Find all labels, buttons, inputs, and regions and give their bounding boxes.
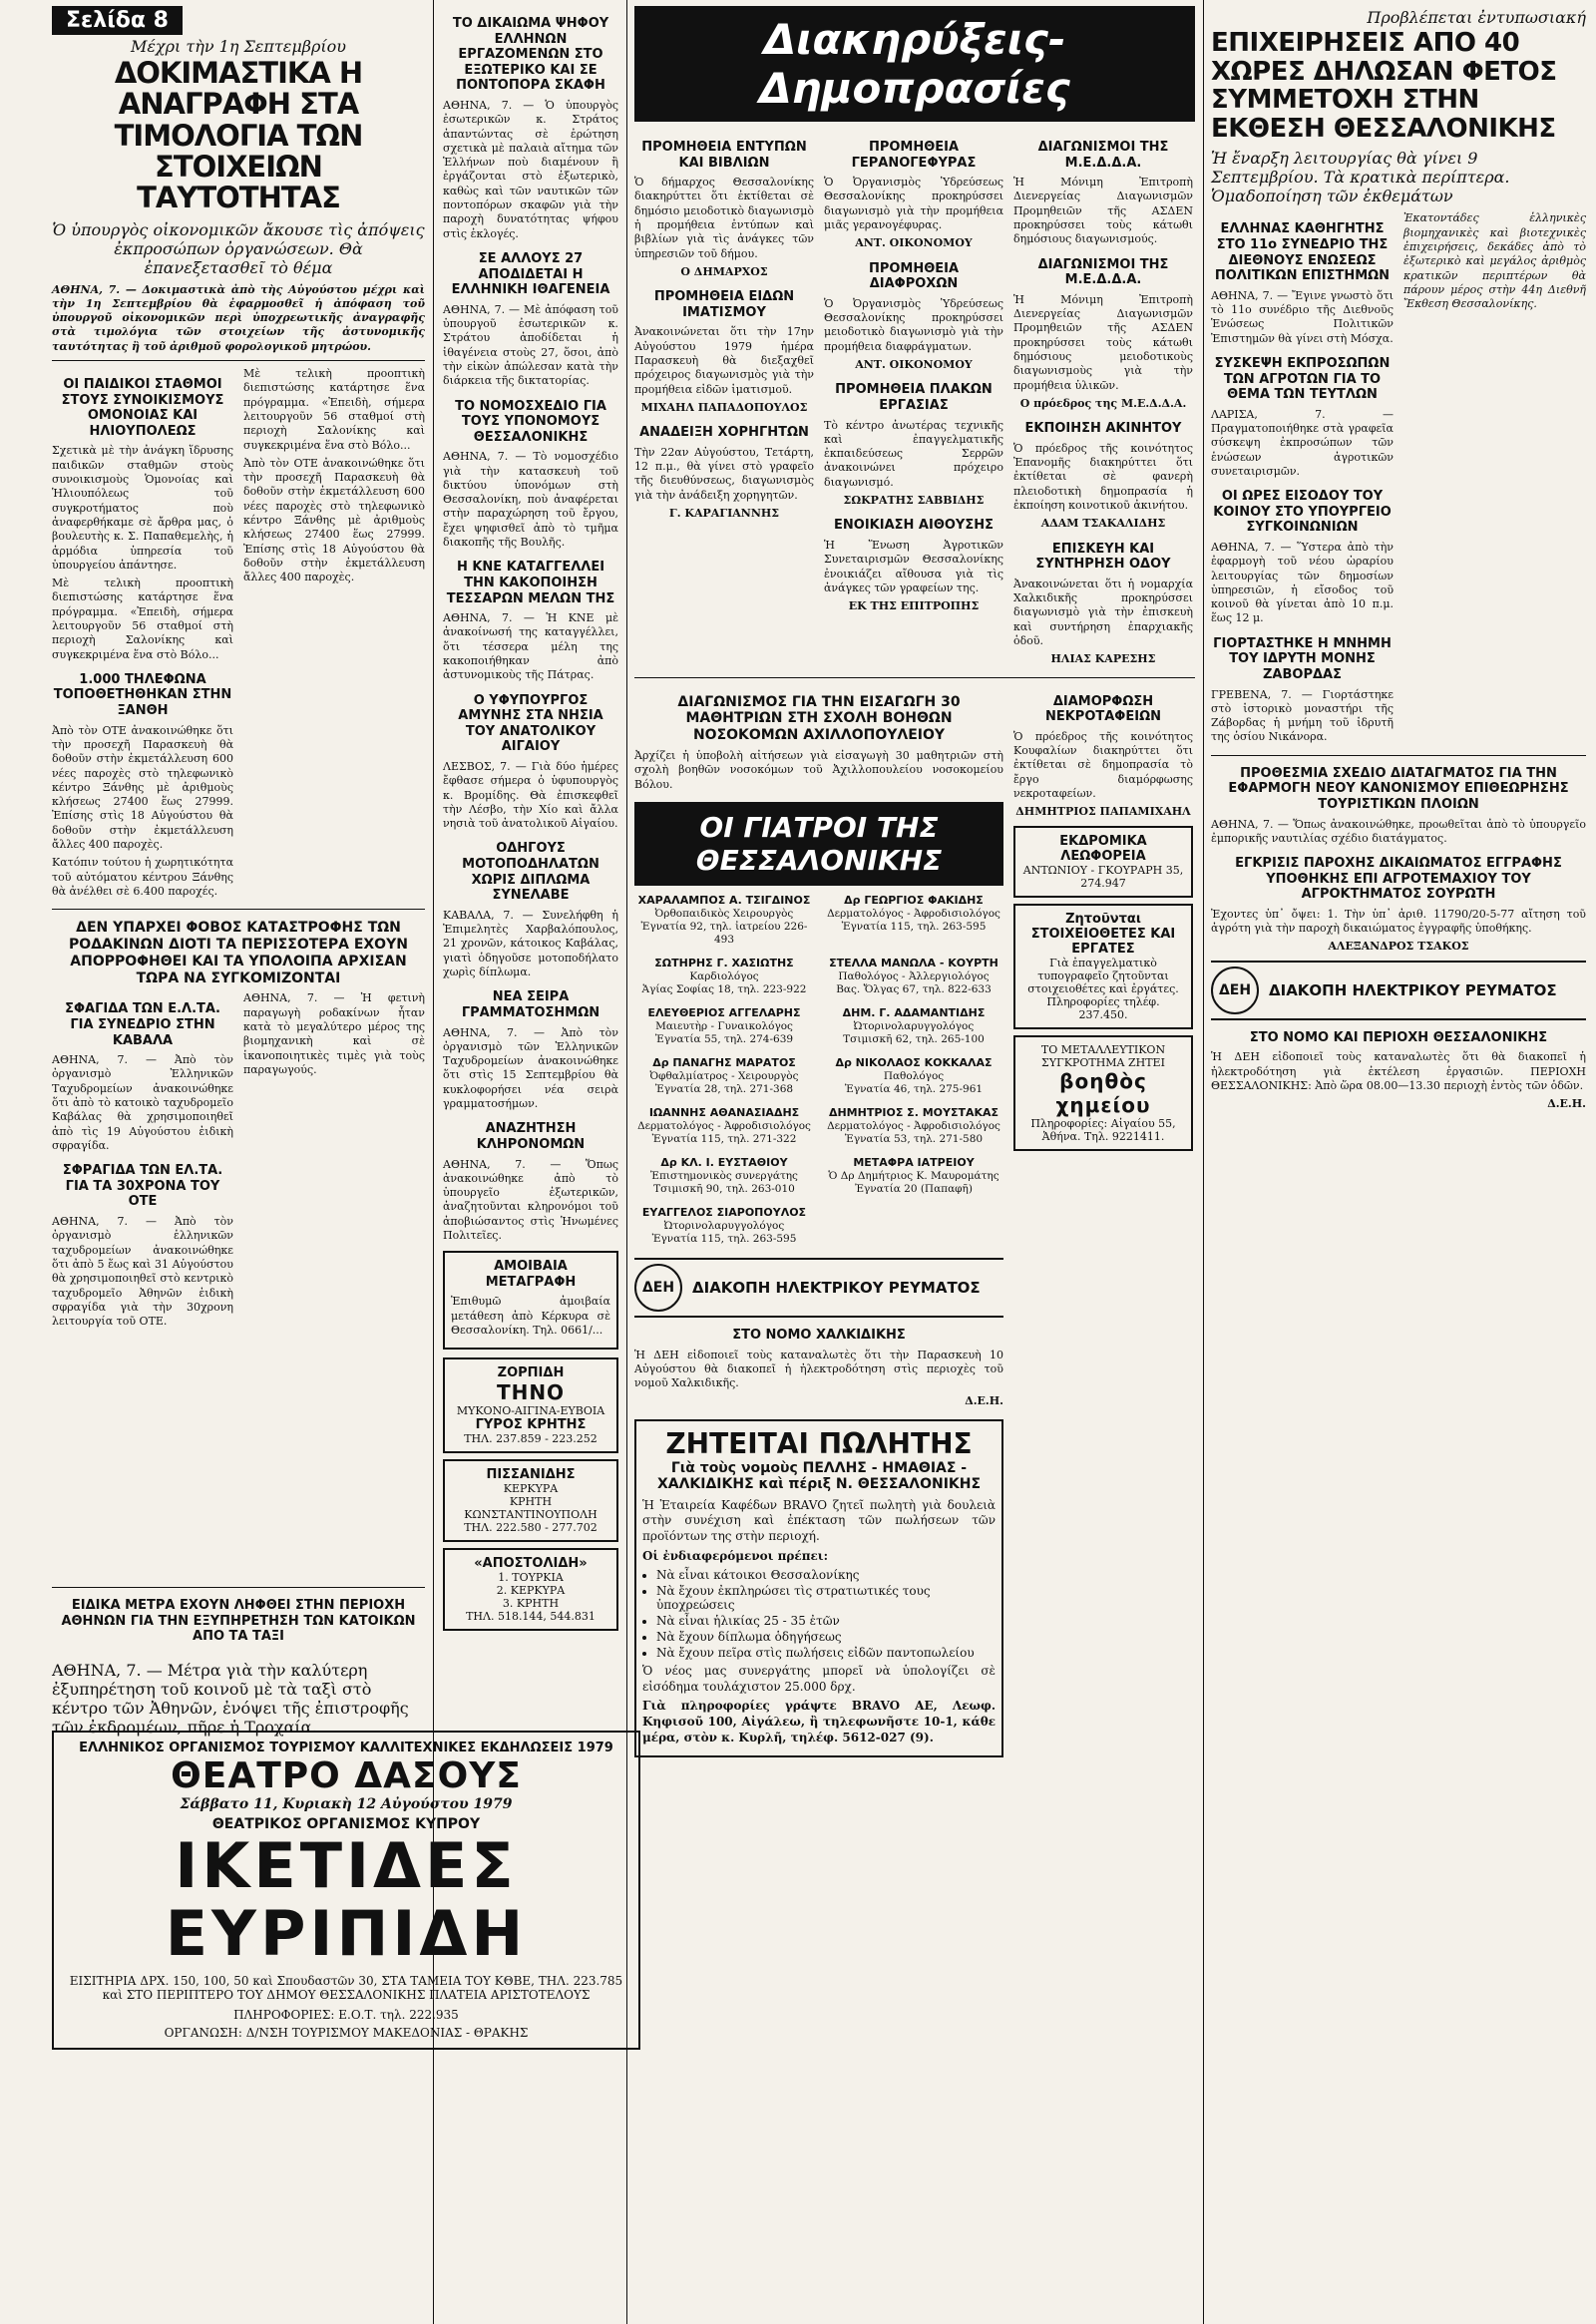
ad-dates: Σάββατο 11, Κυριακὴ 12 Αὐγούστου 1979 <box>180 1796 513 1812</box>
ferry-company: ΖΟΡΠΙΔΗ <box>497 1365 565 1381</box>
doctor-name: ΣΩΤΗΡΗΣ Γ. ΧΑΣΙΩΤΗΣ <box>654 956 794 969</box>
divider <box>52 909 425 910</box>
doctor-name: ΜΕΤΑΦΡΑ ΙΑΤΡΕΙΟΥ <box>853 1155 975 1169</box>
power-outage-header <box>634 1258 1003 1318</box>
doctor-specialty: Ἐπιστημονικὸς συνεργάτης <box>650 1169 798 1182</box>
seller-requirement: • Νὰ ἔχουν ἐκπληρώσει τὶς στρατιωτικές τους ὑποχρεώσεις <box>656 1584 996 1612</box>
doctor-specialty: Ὁ Δρ Δημήτριος Κ. Μαυρομάτης <box>828 1169 999 1182</box>
workers-ad-title: Ζητοῦνται ΣΤΟΙΧΕΙΟΘΕΤΕΣ ΚΑΙ ΕΡΓΑΤΕΣ <box>1030 911 1176 957</box>
doctor-listing <box>634 1006 814 1046</box>
doctor-name: ΧΑΡΑΛΑΜΠΟΣ Α. ΤΣΙΓΔΙΝΟΣ <box>637 893 811 907</box>
doctor-address: Ἐγνατία 115, τηλ. 271-322 <box>651 1132 797 1145</box>
doctor-address: Ἐγνατία 92, τηλ. ἰατρείου 226-493 <box>640 920 808 946</box>
article-paragraph: ΑΘΗΝΑ, 7. — Ὁ ὑπουργὸς ἐσωτερικῶν κ. Στράτος ἀπαντώντας σὲ ἐρώτηση σχετικὰ μὲ παλαιὰ αἴτημα τῶν Ἑλλήνων ποὺ διαμένουν ἢ ἐργάζονται στὸ ἐξωτερικὸ, καθὼς καὶ τῶν ναυτικῶν τῶν ποντοπόρων σκαφῶν γιὰ τὴν παροχὴ δυνατότητας ψήφου στὶς ἐκλογές. <box>443 98 618 240</box>
article-paragraph: Κατόπιν τούτου ἡ χωρητικότητα τοῦ αὐτόματου κέντρου Ξάνθης θὰ ἀνέλθει σὲ 6.400 παροχές. <box>52 856 233 898</box>
article-paragraph: ΑΘΗΝΑ, 7. — Ὅπως ἀνακοινώθηκε, προωθεῖται ἀπὸ τὸ ὑπουργεῖο ἐμπορικῆς ναυτιλίας σχέδιο διατάγματος. <box>1211 817 1586 845</box>
article-paragraph: ΑΘΗΝΑ, 7. — Τὸ νομοσχέδιο γιὰ τὴν κατασκευὴ τοῦ δικτύου ὑπονόμων στὴ Θεσσαλονίκη, ποὺ ἀναφέρεται στὴν παραχώρηση τοῦ ἔργου, ἔχει ψηφισθεῖ ἀπὸ τὸ τμῆμα διακοπῆς τῆς Βουλῆς. <box>443 450 618 550</box>
doctor-listing <box>824 894 1003 947</box>
ad-venue: ΘΕΑΤΡΟ ΔΑΣΟΥΣ <box>171 1755 522 1796</box>
section-headline: ΔΙΑΜΟΡΦΩΣΗ ΝΕΚΡΟΤΑΦΕΙΩΝ <box>1044 693 1162 725</box>
seller-req-head: Οἱ ἐνδιαφερόμενοι πρέπει: <box>642 1548 829 1563</box>
tender-title: ΠΡΟΜΗΘΕΙΑ ΓΕΡΑΝΟΓΕΦΥΡΑΣ <box>851 140 977 171</box>
doctor-specialty: Ὠτορινολαρυγγολόγος <box>853 1019 975 1032</box>
doctor-specialty: Δερματολόγος - Ἀφροδισιολόγος <box>827 907 1000 920</box>
article-paragraph: Ἀπὸ τὸν ΟΤΕ ἀνακοινώθηκε ὅτι τὴν προσεχῆ Παρασκευὴ θὰ δοθοῦν στὴν ἐκμετάλλευση 600 νέες παροχὲς στὸ τηλεφωνικὸ κέντρο Ξάνθης μὲ ἀριθμοὺς κλήσεως 27400 ἕως 27999. Ἐπίσης στὶς 18 Αὐγούστου θὰ δοθοῦν στὴν ἐκμετάλλευση ἄλλες 400 παροχὲς. <box>52 723 233 852</box>
article-paragraph: Ἀρχίζει ἡ ὑποβολὴ αἰτήσεων γιὰ εἰσαγωγὴ 30 μαθητριῶν στὴ σχολὴ βοηθῶν νοσοκόμων τοῦ Ἀχιλλοπουλείου νοσοκομείου Βόλου. <box>634 748 1003 791</box>
doctor-address: Ἐγνατία 115, τηλ. 263-595 <box>651 1232 797 1245</box>
classified-body: Ἐπιθυμῶ ἀμοιβαία μετάθεση ἀπὸ Κέρκυρα σὲ Θεσσαλονίκη. Τηλ. 0661/... <box>451 1295 610 1338</box>
doctor-address: Ἁγίας Σοφίας 18, τηλ. 223-922 <box>641 982 807 995</box>
section-headline: ΣΦΡΑΓΙΔΑ ΤΩΝ ΕΛ.ΤΑ. ΓΙΑ ΤΑ 30ΧΡΟΝΑ ΤΟΥ ΟΤΕ <box>62 1163 223 1210</box>
article-paragraph: ΑΘΗΝΑ, 7. — Ἔγινε γνωστὸ ὅτι τὸ 11ο συνέδριο τῆς Διεθνοῦς Ἑνώσεως Πολιτικῶν Ἐπιστημῶν θὰ γίνει στὴ Μόσχα. <box>1211 288 1394 345</box>
section-headline: ΠΡΟΘΕΣΜΙΑ ΣΧΕΔΙΟ ΔΙΑΤΑΓΜΑΤΟΣ ΓΙΑ ΤΗΝ ΕΦΑΡΜΟΓΗ ΝΕΟΥ ΚΑΝΟΝΙΣΜΟΥ ΕΠΙΘΕΩΡΗΣΗΣ ΤΟΥΡΙΣΤΙΚΩΝ ΠΛΟΙΩΝ <box>1228 765 1569 812</box>
article-paragraph: Μὲ τελικὴ προοπτικὴ διεπιστώσης κατάρτησε ἕνα πρόγραμμα. «Ἐπειδὴ, σήμερα λειτουργοῦν 56 σταθμοί στὴ περιοχὴ Σαλονίκης καὶ συγκεκριμένα ἕνα στὸ Βόλο... <box>243 367 425 452</box>
article-paragraph: ΑΘΗΝΑ, 7. — Ὕστερα ἀπὸ τὴν ἐφαρμογὴ τοῦ νέου ὡραρίου λειτουργίας τῶν δημοσίων ὑπηρεσιῶν, ἡ εἴσοδος τοῦ κοινοῦ θὰ γίνεται ἀπὸ 10 π.μ. ἕως 12 μ. <box>1211 540 1394 625</box>
power-outage-region: ΣΤΟ ΝΟΜΟ ΧΑΛΚΙΔΙΚΗΣ <box>732 1327 906 1343</box>
ad-play-title: ΙΚΕΤΙΔΕΣ <box>175 1829 518 1902</box>
section-headline: ΕΛΛΗΝΑΣ ΚΑΘΗΓΗΤΗΣ ΣΤΟ 11ο ΣΥΝΕΔΡΙΟ ΤΗΣ ΔΙΕΘΝΟΥΣ ΕΝΩΣΕΩΣ ΠΟΛΙΤΙΚΩΝ ΕΠΙΣΤΗΜΩΝ <box>1214 221 1391 284</box>
section-headline: ΑΝΑΖΗΤΗΣΗ ΚΛΗΡΟΝΟΜΩΝ <box>476 1121 586 1152</box>
column-2 <box>443 6 618 1637</box>
workers-wanted-ad <box>1013 904 1193 1029</box>
section-headline: Ο ΥΦΥΠΟΥΡΓΟΣ ΑΜΥΝΗΣ ΣΤΑ ΝΗΣΙΑ ΤΟΥ ΑΝΑΤΟΛΙΚΟΥ ΑΙΓΑΙΟΥ <box>458 692 603 755</box>
doctors-grid <box>634 894 1003 1252</box>
divider <box>634 677 1195 678</box>
tender-body: Τὸ κέντρο ἀνωτέρας τεχνικῆς καὶ ἐπαγγελματικῆς ἐκπαιδεύσεως Σερρῶν ἀνακοινώνει πρόχειρο διαγωνισμό. <box>824 418 1003 489</box>
chemist-wanted-ad <box>1013 1035 1193 1151</box>
doctor-specialty: Μαιευτὴρ - Γυναικολόγος <box>655 1019 793 1032</box>
section-headline: ΝΕΑ ΣΕΙΡΑ ΓΡΑΜΜΑΤΟΣΗΜΩΝ <box>461 989 600 1020</box>
article-paragraph: Ὁ πρόεδρος τῆς κοινότητος Κουφαλίων διακηρύττει ὅτι ἐκτίθεται σὲ δημοπρασία τὸ ἔργο διαμόρφωσης νεκροταφείων. <box>1013 729 1193 800</box>
travel-ad <box>1013 826 1193 898</box>
article-paragraph: ΚΑΒΑΛΑ, 7. — Συνελήφθη ἡ Ἐπιμελητὲς Χαρβαλόπουλος, 21 χρονῶν, κάτοικος Καβάλας, γιατὶ ὁδηγοῦσε μοτοποδήλατο χωρὶς δίπλωμα. <box>443 908 618 979</box>
tender-body: Ὁ δήμαρχος Θεσσαλονίκης διακηρύττει ὅτι ἐκτίθεται σὲ δημόσιο μειοδοτικὸ διαγωνισμὸ ἡ προμήθεια ἐντύπων καὶ βιβλίων γιὰ τὶς ἀνάγκες τῶν ὑπηρεσιῶν τοῦ δήμου. <box>634 176 814 260</box>
tender-title: ΕΝΟΙΚΙΑΣΗ ΑΙΘΟΥΣΗΣ <box>834 518 994 534</box>
doctor-specialty: Δερματολόγος - Ἀφροδισιολόγος <box>827 1119 1000 1132</box>
tender-signature: ΗΛΙΑΣ ΚΑΡΕΣΗΣ <box>1050 652 1156 666</box>
section-headline: ΟΔΗΓΟΥΣ ΜΟΤΟΠΟΔΗΛΑΤΩΝ ΧΩΡΙΣ ΔΙΠΛΩΜΑ ΣΥΝΕΛΑΒΕ <box>462 841 599 904</box>
article-paragraph: Ἡ Μόνιμη Ἐπιτροπὴ Διενεργείας Διαγωνισμῶν Προμηθειῶν τῆς ΑΣΔΕΝ προκηρύσσει τοὺς κάτωθι δημόσιους μειοδοτικοὺς διαγωνισμοὺς γιὰ τὴν προμήθεια ὑλικῶν. <box>1013 292 1193 392</box>
doctor-name: Δρ ΚΛ. Ι. ΕΥΣΤΑΘΙΟΥ <box>660 1155 788 1169</box>
doctor-specialty: Δερματολόγος - Ἀφροδισιολόγος <box>637 1119 811 1132</box>
tender-signature: Ο ΔΗΜΑΡΧΟΣ <box>680 264 768 278</box>
doctor-listing <box>824 1006 1003 1046</box>
seller-intro: Ἡ Ἑταιρεία Καφέδων BRAVO ζητεῖ πωλητὴ γιὰ δουλειὰ στὴν συνέχιση καὶ ἐπέκταση τῶν πωλήσεων τῶν προϊόντων της στὴν περιοχή. <box>642 1497 996 1543</box>
tender-signature: Ο πρόεδρος της Μ.Ε.Δ.Δ.Α. <box>1019 396 1187 410</box>
article-paragraph: Ἐκατοντάδες ἑλληνικὲς βιομηχανικὲς καὶ βιοτεχνικὲς ἐπιχειρήσεις, δεκάδες ἀπὸ τὸ ἐξωτερικὸ καὶ μεγάλος ἀριθμὸς κρατικῶν περιπτέρων θὰ πάρουν μέρος στὴν 44η Διεθνῆ Ἔκθεση Θεσσαλονίκης. <box>1403 211 1586 311</box>
tender-signature: ΣΩΚΡΑΤΗΣ ΣΑΒΒΙΔΗΣ <box>843 494 985 508</box>
section-headline: ΤΟ ΝΟΜΟΣΧΕΔΙΟ ΓΙΑ ΤΟΥΣ ΥΠΟΝΟΜΟΥΣ ΘΕΣΣΑΛΟΝΙΚΗΣ <box>455 398 606 445</box>
travel-ad-body: ΑΝΤΩΝΙΟΥ - ΓΚΟΥΡΑΡΗ 35, 274.947 <box>1022 863 1184 890</box>
article-paragraph: Ἀπὸ τὸν ΟΤΕ ἀνακοινώθηκε ὅτι τὴν προσεχῆ Παρασκευὴ θὰ δοθοῦν στὴν ἐκμετάλλευση 600 νέες παροχὲς στὸ τηλεφωνικὸ κέντρο Ξάνθης μὲ ἀριθμοὺς κλήσεως 27400 ἕως 27999. Ἐπίσης στὶς 18 Αὐγούστου θὰ δοθοῦν στὴν ἐκμετάλλευση ἄλλες 400 παροχὲς. <box>243 456 425 584</box>
section-headline: ΣΦΑΓΙΔΑ ΤΩΝ Ε.Λ.ΤΑ. ΓΙΑ ΣΥΝΕΔΡΙΟ ΣΤΗΝ ΚΑΒΑΛΑ <box>65 1001 220 1048</box>
main-headline: ΕΠΙΧΕΙΡΗΣΕΙΣ ΑΠΟ 40 ΧΩΡΕΣ ΔΗΛΩΣΑΝ ΦΕΤΟΣ ΣΥΜΜΕΤΟΧΗ ΣΤΗΝ ΕΚΘΕΣΗ ΘΕΣΣΑΛΟΝΙΚΗΣ <box>1211 28 1557 144</box>
ferry-line: ΓΥΡΟΣ ΚΡΗΤΗΣ <box>475 1417 587 1433</box>
doctor-name: Δρ ΝΙΚΟΛΑΟΣ ΚΟΚΚΑΛΑΣ <box>835 1055 993 1069</box>
power-outage-signature: Δ.Ε.Η. <box>1547 1097 1586 1111</box>
article-paragraph: ΑΘΗΝΑ, 7. — Ἀπὸ τὸν ὀργανισμὸ Ἑλληνικῶν Ταχυδρομείων ἀνακοινώθηκε ὅτι ἀπὸ τὸ κατοικὸ ταχυδρομεῖο Καβάλας θὰ χρησιμοποιηθεῖ ἀπὸ τὶς 19 Αὐγούστου ἐιδικὴ σφραγίδα. <box>52 1053 233 1152</box>
ferry-line: 1. ΤΟΥΡΚΙΑ <box>498 1571 564 1585</box>
tenders-banner: Διακηρύξεις-Δημοπρασίες <box>634 6 1195 122</box>
section-headline: ΤΟ ΔΙΚΑΙΩΜΑ ΨΗΦΟΥ ΕΛΛΗΝΩΝ ΕΡΓΑΖΟΜΕΝΩΝ ΣΤΟ ΕΞΩΤΕΡΙΚΟ ΚΑΙ ΣΕ ΠΟΝΤΟΠΟΡΑ ΣΚΑΦΗ <box>452 16 609 94</box>
doctor-address: Ἐγνατία 28, τηλ. 271-368 <box>654 1082 794 1095</box>
divider <box>1211 755 1586 756</box>
doctors-banner: ΟΙ ΓΙΑΤΡΟΙ ΤΗΣ ΘΕΣΣΑΛΟΝΙΚΗΣ <box>634 802 1003 886</box>
article-paragraph: ΑΘΗΝΑ, 7. — Μὲ ἀπόφαση τοῦ ὑπουργοῦ ἐσωτερικῶν κ. Στράτου ἀποδίδεται ἡ ἰθαγένεια στοὺς 27, ὅσοι, ἀπὸ τὴν εἰκὼν ἀπώλεσαν κατὰ τὴν διάρκεια τῆς δικτατορίας. <box>443 302 618 388</box>
ferry-line: ΚΕΡΚΥΡΑ <box>503 1482 559 1496</box>
tender-title: ΠΡΟΜΗΘΕΙΑ ΕΙΔΩΝ ΙΜΑΤΙΣΜΟΥ <box>653 289 795 320</box>
ferry-line: ΚΡΗΤΗ <box>509 1495 553 1509</box>
doctor-address: Ἐγνατία 53, τηλ. 271-580 <box>844 1132 984 1145</box>
ferry-phone: ΤΗΛ. 237.859 - 223.252 <box>464 1432 598 1446</box>
doctor-name: ΔΗΜ. Γ. ΑΔΑΜΑΝΤΙΔΗΣ <box>842 1005 986 1019</box>
doctor-listing <box>824 1106 1003 1146</box>
article-paragraph: Ἐχοντες ὑπ᾽ ὄψει: 1. Τὴν ὑπ᾽ ἀριθ. 11790/20-5-77 αἴτηση τοῦ ἀγρότη γιὰ τὴν παροχὴ δικαιώματος ἐγγραφῆς ὑποθήκης. <box>1211 907 1586 936</box>
doctor-name: ΔΗΜΗΤΡΙΟΣ Σ. ΜΟΥΣΤΑΚΑΣ <box>828 1105 999 1119</box>
travel-ad-title: ΕΚΔΡΟΜΙΚΑ ΛΕΩΦΟΡΕΙΑ <box>1059 833 1147 864</box>
doctor-name: Δρ ΓΕΩΡΓΙΟΣ ΦΑΚΙΔΗΣ <box>844 893 984 907</box>
section-headline: ΟΙ ΩΡΕΣ ΕΙΣΟΔΟΥ ΤΟΥ ΚΟΙΝΟΥ ΣΤΟ ΥΠΟΥΡΓΕΙΟ ΣΥΓΚΟΙΝΩΝΙΩΝ <box>1213 489 1392 536</box>
ferry-company: ΠΙΣΣΑΝΙΔΗΣ <box>486 1467 576 1483</box>
article-paragraph: ΛΕΣΒΟΣ, 7. — Γιὰ δύο ἡμέρες ἔφθασε σήμερα ὁ ὑφυπουργὸς κ. Βρομίδης. Θὰ ἐπισκεφθεῖ τὴν Λέσβο, τὴν Χίο καὶ ἄλλα νησιὰ τοῦ ἀνατολικοῦ Αἰγαίου. <box>443 760 618 831</box>
doctor-name: ΕΥΑΓΓΕΛΟΣ ΣΙΑΡΟΠΟΥΛΟΣ <box>641 1205 807 1219</box>
tender-signature: ΜΙΧΑΗΛ ΠΑΠΑΔΟΠΟΥΛΟΣ <box>640 400 808 414</box>
ferry-phone: ΤΗΛ. 518.144, 544.831 <box>466 1610 596 1624</box>
section-headline: 1.000 ΤΗΛΕΦΩΝΑ ΤΟΠΟΘΕΤΗΘΗΚΑΝ ΣΤΗΝ ΞΑΝΘΗ <box>53 671 232 719</box>
section-headline: ΓΙΟΡΤΑΣΤΗΚΕ Η ΜΝΗΜΗ ΤΟΥ ΙΔΡΥΤΗ ΜΟΝΗΣ ΖΑΒΟΡΔΑΣ <box>1213 635 1392 682</box>
dei-logo-icon: ΔΕΗ <box>1211 967 1259 1014</box>
doctor-specialty: Ὠτορινολαρυγγολόγος <box>663 1219 785 1232</box>
section-headline: ΕΚΠΟΙΗΣΗ ΑΚΙΝΗΤΟΥ <box>1024 421 1182 437</box>
main-kicker: Προβλέπεται ἐντυπωσιακή <box>1367 8 1586 27</box>
seller-wanted-ad <box>634 1419 1003 1757</box>
article-paragraph: ΑΘΗΝΑ, 7. — Μέτρα γιὰ τὴν καλύτερη ἐξυπηρέτηση τοῦ κοινοῦ μὲ τὰ ταξὶ στὸ κέντρο τῶν Ἀθηνῶν, ἐνόψει τῆς ἐπιστροφῆς τῶν ἐκδρομέων, πῆρε ἡ Τροχαία. <box>52 1660 409 1737</box>
chemist-ad-title: ΤΟ ΜΕΤΑΛΛΕΥΤΙΚΟΝ ΣΥΓΚΡΟΤΗΜΑ ΖΗΤΕΙ <box>1040 1042 1166 1069</box>
article-paragraph: Ὁ πρόεδρος τῆς κοινότητος Ἐπανομῆς διακηρύττει ὅτι ἐκτίθεται σὲ φανερὴ πλειοδοτικὴ δημοπρασία ἡ ἐκποίηση κοινοτικοῦ ἀκινήτου. <box>1013 441 1193 513</box>
doctor-address: Τσιμισκῆ 62, τηλ. 265-100 <box>843 1032 985 1045</box>
section-headline: Η ΚΝΕ ΚΑΤΑΓΓΕΛΛΕΙ ΤΗΝ ΚΑΚΟΠΟΙΗΣΗ ΤΕΣΣΑΡΩΝ ΜΕΛΩΝ ΤΗΣ <box>446 560 615 606</box>
ferry-line: ΜΥΚΟΝΟ-ΑΙΓΙΝΑ-ΕΥΒΟΙΑ <box>456 1404 605 1418</box>
tender-signature: Γ. ΚΑΡΑΓΙΑΝΝΗΣ <box>668 507 780 521</box>
article-signature: ΑΛΕΞΑΝΔΡΟΣ ΤΣΑΚΟΣ <box>1328 940 1469 954</box>
tender-title: ΠΡΟΜΗΘΕΙΑ ΔΙΑΦΡΟΧΩΝ <box>868 260 960 292</box>
doctor-listing <box>824 957 1003 996</box>
power-outage-region: ΣΤΟ ΝΟΜΟ ΚΑΙ ΠΕΡΙΟΧΗ ΘΕΣΣΑΛΟΝΙΚΗΣ <box>1249 1029 1548 1045</box>
tender-body: Ἡ Μόνιμη Ἐπιτροπὴ Διενεργείας Διαγωνισμῶν Προμηθειῶν τῆς ΑΣΔΕΝ προκηρύσσει τοὺς κάτωθι δημόσιους διαγωνισμούς. <box>1013 176 1193 246</box>
power-outage-signature: Δ.Ε.Η. <box>965 1394 1003 1408</box>
section-headline: ΣΥΣΚΕΨΗ ΕΚΠΡΟΣΩΠΩΝ ΤΩΝ ΑΓΡΟΤΩΝ ΓΙΑ ΤΟ ΘΕΜΑ ΤΩΝ ΤΕΥΤΛΩΝ <box>1214 355 1391 403</box>
chemist-ad-body: Πληροφορίες: Αἰγαίου 55, Ἀθήνα. Τηλ. 9221411. <box>1030 1116 1176 1143</box>
main-subheadline: Ἡ ἔναρξη λειτουργίας θὰ γίνει 9 Σεπτεμβρίου. Τὰ κρατικὰ περίπτερα. Ὁμαδοποίηση τῶν ἐκθεμάτων <box>1211 149 1510 206</box>
ad-info: ΠΛΗΡΟΦΟΡΙΕΣ: Ε.Ο.Τ. τηλ. 222.935 <box>233 2008 459 2023</box>
main-kicker: Μέχρι τὴν 1η Σεπτεμβρίου <box>130 37 347 56</box>
tender-body: Ἡ Ἕνωση Ἀγροτικῶν Συνεταιρισμῶν Θεσσαλονίκης ἐνοικιάζει αἴθουσα γιὰ τὶς ἀνάγκες τῶν γραφείων της. <box>824 538 1003 594</box>
classified-title: ΑΜΟΙΒΑΙΑ ΜΕΤΑΓΡΑΦΗ <box>485 1259 577 1290</box>
section-headline: ΔΙΑΓΩΝΙΣΜΟΣ ΓΙΑ ΤΗΝ ΕΙΣΑΓΩΓΗ 30 ΜΑΘΗΤΡΙΩΝ ΣΤΗ ΣΧΟΛΗ ΒΟΗΘΩΝ ΝΟΣΟΚΟΜΩΝ ΑΧΙΛΛΟΠΟΥΛΕΙΟΥ <box>677 693 961 744</box>
seller-requirement: • Νὰ εἶναι κάτοικοι Θεσσαλονίκης <box>656 1568 996 1582</box>
tender-title: ΔΙΑΓΩΝΙΣΜΟΙ ΤΗΣ Μ.Ε.Δ.Δ.Α. <box>1037 140 1169 171</box>
workers-ad-body: Γιὰ ἐπαγγελματικὸ τυπογραφεῖο ζητοῦνται στοιχειοθέτες καὶ ἐργάτες. Πληροφορίες τηλέφ. 237.450. <box>1027 956 1179 1021</box>
doctor-address: Ἐγνατία 46, τηλ. 275-961 <box>844 1082 984 1095</box>
section-headline: ΣΕ ΑΛΛΟΥΣ 27 ΑΠΟΔΙΔΕΤΑΙ Η ΕΛΛΗΝΙΚΗ ΙΘΑΓΕΝΕΙΑ <box>451 250 610 298</box>
tender-body: Τὴν 22αν Αὐγούστου, Τετάρτη, 12 π.μ., θὰ γίνει στὸ γραφεῖο τῆς διευθύνσεως, διαγωνισμὸς γιὰ τὴν ἀνάδειξη χορηγητῶν. <box>634 445 814 502</box>
doctor-specialty: Ὀφθαλμίατρος - Χειρουργὸς <box>649 1069 799 1082</box>
taxi-article <box>52 1581 425 1752</box>
divider <box>52 360 425 361</box>
doctor-specialty: Ὀρθοπαιδικὸς Χειρουργὸς <box>654 907 794 920</box>
theatre-ad <box>52 1731 640 2050</box>
doctor-listing <box>634 894 814 947</box>
tender-body: Ἀνακοινώνεται ὅτι τὴν 17ην Αὐγούστου 1979 ἡμέρα Παρασκευὴ θὰ διεξαχθεῖ πρόχειρος διαγωνισμὸς γιὰ τὴν προμήθεια εἰδῶν ἱματισμοῦ. <box>634 325 814 396</box>
tender-title: ΠΡΟΜΗΘΕΙΑ ΠΛΑΚΩΝ ΕΡΓΑΣΙΑΣ <box>835 382 993 413</box>
article-paragraph: ΑΘΗΝΑ, 7. — Ἀπὸ τὸν ὀργανισμὸ ἑλληνικῶν ταχυδρομείων ἀνακοινώθηκε ὅτι ἀπὸ 5 ἕως καὶ 31 Αὐγούστου θὰ χρησιμοποιηθεῖ στὸ κεντρικὸ ταχυδρομεῖο Ἀθηνῶν ἐιδικὴ σφραγίδα γιὰ τὴν 30χρονη λειτουργία τοῦ ΟΤΕ. <box>52 1215 233 1329</box>
tender-signature: ΔΗΜΗΤΡΙΟΣ ΠΑΠΑΜΙΧΑΗΛ <box>1015 805 1191 819</box>
ad-organizer-top: ΕΛΛΗΝΙΚΟΣ ΟΡΓΑΝΙΣΜΟΣ ΤΟΥΡΙΣΜΟΥ ΚΑΛΛΙΤΕΧΝΙΚΕΣ ΕΚΔΗΛΩΣΕΙΣ 1979 <box>79 1741 613 1755</box>
doctor-name: ΕΛΕΥΘΕΡΙΟΣ ΑΓΓΕΛΑΡΗΣ <box>647 1005 801 1019</box>
ferry-ad <box>443 1357 618 1453</box>
power-outage-title: ΔΙΑΚΟΠΗ ΗΛΕΚΤΡΙΚΟΥ ΡΕΥΜΑΤΟΣ <box>692 1278 981 1297</box>
article-paragraph: ΛΑΡΙΣΑ, 7. — Πραγματοποιήθηκε στὰ γραφεῖα σύσκεψη ἐκπροσώπων τῶν ἑνώσεων ἀγροτικῶν συνεταιρισμῶν. <box>1211 407 1394 478</box>
article-paragraph: Μὲ τελικὴ προοπτικὴ διεπιστώσης κατάρτησε ἕνα πρόγραμμα. «Ἐπειδὴ, σήμερα λειτουργοῦν 56 σταθμοί στὴ περιοχὴ Σαλονίκης καὶ συγκεκριμένα ἕνα στὸ Βόλο... <box>52 577 233 661</box>
article-paragraph: ΑΘΗΝΑ, 7. — Ἡ ΚΝΕ μὲ ἀνακοίνωσή της καταγγέλλει, ὅτι τέσσερα μέλη της κακοποιήθηκαν ἀπὸ ἀστυνομικοὺς τῆς Πάτρας. <box>443 611 618 682</box>
article-paragraph: ΑΘΗΝΑ, 7. — Ἡ φετινὴ παραγωγὴ ροδακίνων ἦταν κατὰ τὸ μεγαλύτερο μέρος της βιομηχανικὴ καὶ σὲ ἱκανοποιητικὲς τιμὲς γιὰ τοὺς παραγωγούς. <box>243 991 425 1076</box>
tender-title: ΠΡΟΜΗΘΕΙΑ ΕΝΤΥΠΩΝ ΚΑΙ ΒΙΒΛΙΩΝ <box>641 140 807 171</box>
doctor-specialty: Παθολόγος - Ἀλλεργιολόγος <box>838 969 990 982</box>
ferry-line: 3. ΚΡΗΤΗ <box>502 1597 560 1611</box>
doctor-listing <box>634 957 814 996</box>
doctor-specialty: Παθολόγος <box>883 1069 945 1082</box>
article-paragraph: ΑΘΗΝΑ, 7. — Ἀπὸ τὸν ὀργανισμὸ τῶν Ἑλληνικῶν Ταχυδρομείων ἀνακοινώθηκε ὅτι στὶς 15 Σεπτεμβρίου θὰ κυκλοφορήσει νέα σειρὰ γραμματοσήμων. <box>443 1025 618 1111</box>
ad-author: ΕΥΡΙΠΙΔΗ <box>165 1897 528 1971</box>
ferry-line: ΤΗΝΟ <box>496 1380 566 1405</box>
ferry-line: 2. ΚΕΡΚΥΡΑ <box>496 1584 566 1598</box>
section-headline: ΟΙ ΠΑΙΔΙΚΟΙ ΣΤΑΘΜΟΙ ΣΤΟΥΣ ΣΥΝΟΙΚΙΣΜΟΥΣ ΟΜΟΝΟΙΑΣ ΚΑΙ ΗΛΙΟΥΠΟΛΕΩΣ <box>61 377 224 439</box>
doctor-listing <box>634 1156 814 1196</box>
doctor-listing <box>634 1056 814 1096</box>
section-headline: ΔΙΑΓΩΝΙΣΜΟΙ ΤΗΣ Μ.Ε.Δ.Δ.Α. <box>1037 256 1169 288</box>
doctor-address: Τσιμισκῆ 90, τηλ. 263-010 <box>653 1182 795 1195</box>
article-paragraph: Σχετικὰ μὲ τὴν ἀνάγκη ἵδρυσης παιδικῶν σταθμῶν στοὺς συνοικισμοὺς Ὁμονοίας καὶ Ἡλιουπόλεως τοῦ συγκροτήματος ποὺ ἀναφερθήκαμε σὲ ἄρθρα μας, ὁ βουλευτὴς κ. Σ. Παπαθεμελὴς, ἡ ἁρμόδια ὑπηρεσία τοῦ ὑπουργείου ἀπάντησε. <box>52 444 233 572</box>
ferry-ad <box>443 1548 618 1631</box>
ferry-line: ΚΩΝΣΤΑΝΤΙΝΟΥΠΟΛΗ <box>464 1508 598 1522</box>
page-number-badge: Σελίδα 8 <box>52 6 183 35</box>
tender-body: Ὁ Ὀργανισμὸς Ὑδρεύσεως Θεσσαλονίκης προκηρύσσει διαγωνισμὸ γιὰ τὴν προμήθεια μιᾶς γερανογέφυρας. <box>824 176 1003 232</box>
ad-organizer-bottom: ΟΡΓΑΝΩΣΗ: Δ/ΝΣΗ ΤΟΥΡΙΣΜΟΥ ΜΑΚΕΔΟΝΙΑΣ - ΘΡΑΚΗΣ <box>164 2026 529 2041</box>
main-headline: ΔΟΚΙΜΑΣΤΙΚΑ Η ΑΝΑΓΡΑΦΗ ΣΤΑ ΤΙΜΟΛΟΓΙΑ ΤΩΝ ΣΤΟΙΧΕΙΩΝ ΤΑΥΤΟΤΗΤΑΣ <box>114 56 363 215</box>
doctor-address: Ἐγνατία 20 (Παπαφῆ) <box>855 1182 973 1195</box>
column-rule <box>1203 0 1204 2324</box>
seller-region: Γιὰ τοὺς νομοὺς ΠΕΛΛΗΣ - ΗΜΑΘΙΑΣ - ΧΑΛΚΙΔΙΚΗΣ καὶ πέριξ Ν. ΘΕΣΣΑΛΟΝΙΚΗΣ <box>656 1459 982 1492</box>
doctor-address: Ἐγνατία 55, τηλ. 274-639 <box>654 1032 794 1045</box>
ad-tickets: ΕΙΣΙΤΗΡΙΑ ΔΡΧ. 150, 100, 50 καὶ Σπουδαστῶν 30, ΣΤΑ ΤΑΜΕΙΑ ΤΟΥ ΚΘΒΕ, ΤΗΛ. 223.785 καὶ ΣΤΟ ΠΕΡΙΠΤΕΡΟ ΤΟΥ ΔΗΜΟΥ ΘΕΣΣΑΛΟΝΙΚΗΣ ΠΛΑΤΕΙΑ ΑΡΙΣΤΟΤΕΛΟΥΣ <box>69 1974 623 2003</box>
tender-body: Ὁ Ὀργανισμὸς Ὑδρεύσεως Θεσσαλονίκης προκηρύσσει μειοδοτικὸ διαγωνισμὸ γιὰ τὴν προμήθεια διαφράγματων. <box>824 296 1003 353</box>
doctor-address: Βας. Ὄλγας 67, τηλ. 822-633 <box>836 982 992 995</box>
power-outage-body: Ἡ ΔΕΗ εἰδοποιεῖ τοὺς καταναλωτὲς ὅτι θὰ διακοπεῖ ἡ ἠλεκτροδότηση γιὰ ἐκτέλεση ἐργασιῶν. ΠΕΡΙΟΧΗ ΘΕΣΣΑΛΟΝΙΚΗΣ: Ἀπὸ ὥρα 08.00—13.30 περιοχὴ ἐντὸς τῶν ὁδῶν. <box>1211 1050 1586 1092</box>
doctor-name: ΣΤΕΛΛΑ ΜΑΝΩΛΑ - ΚΟΥΡΤΗ <box>829 956 998 969</box>
power-outage-title: ΔΙΑΚΟΠΗ ΗΛΕΚΤΡΙΚΟΥ ΡΕΥΜΑΤΟΣ <box>1269 980 1557 999</box>
column-3 <box>634 6 1195 1765</box>
column-5 <box>1211 6 1586 1116</box>
section-headline: ΔΕΝ ΥΠΑΡΧΕΙ ΦΟΒΟΣ ΚΑΤΑΣΤΡΟΦΗΣ ΤΩΝ ΡΟΔΑΚΙΝΩΝ ΔΙΟΤΙ ΤΑ ΠΕΡΙΣΣΟΤΕΡΑ ΕΧΟΥΝ ΑΠΟΡΡΟΦΗΘΕΙ ΚΑΙ ΤΑ ΥΠΟΛΟΙΠΑ ΑΡΧΙΣΑΝ ΤΩΡΑ ΝΑ ΣΥΓΚΟΜΙΖΟΝΤΑΙ <box>69 920 408 986</box>
article-paragraph: ΑΘΗΝΑ, 7. — Δοκιμαστικὰ ἀπὸ τὴς Αὐγούστου μέχρι καὶ τὴν 1η Σεπτεμβρίου θὰ ἐφαρμοσθεῖ ἡ ἀπόφαση τοῦ ὑπουργοῦ οἰκονομικῶν περὶ ὑποχρεωτικῆς ἀναγραφῆς στὰ τιμολόγια τῶν στοιχείων τῆς ἀστυνομικῆς ταυτότητας ἢ τοῦ ἀριθμοῦ φορολογικοῦ μητρώου. <box>52 282 425 353</box>
doctor-listing <box>634 1106 814 1146</box>
divider <box>52 1587 425 1588</box>
tender-signature: ΕΚ ΤΗΣ ΕΠΙΤΡΟΠΗΣ <box>848 599 980 613</box>
doctor-listing <box>824 1156 1003 1196</box>
seller-title: ΖΗΤΕΙΤΑΙ ΠΩΛΗΤΗΣ <box>665 1426 973 1460</box>
seller-requirement: • Νὰ εἶναι ἡλικίας 25 - 35 ἐτῶν <box>656 1614 996 1628</box>
main-subheadline: Ὁ ὑπουργὸς οἰκονομικῶν ἄκουσε τὶς ἀπόψεις ἐκπροσώπων ὀργανώσεων. Θὰ ἐπανεξετασθεῖ τὸ θέμα <box>52 219 425 277</box>
article-paragraph: ΓΡΕΒΕΝΑ, 7. — Γιορτάστηκε στὸ ἱστορικὸ μοναστήρι τῆς Ζάβορδας ἡ μνήμη τοῦ ἱδρυτῆ της ὁσίου Νικάνορα. <box>1211 687 1394 744</box>
section-headline: ΕΠΙΣΚΕΥΗ ΚΑΙ ΣΥΝΤΗΡΗΣΗ ΟΔΟΥ <box>1035 541 1171 573</box>
power-outage-body: Ἡ ΔΕΗ εἰδοποιεῖ τοὺς καταναλωτὲς ὅτι τὴν Παρασκευὴ 10 Αὐγούστου θὰ διακοπεῖ ἡ ἠλεκτροδότηση στὶς περιοχὲς τοῦ νομοῦ Χαλκιδικῆς. <box>634 1348 1003 1390</box>
tender-signature: ΑΝΤ. ΟΙΚΟΝΟΜΟΥ <box>855 236 973 250</box>
doctor-name: ΙΩΑΝΝΗΣ ΑΘΑΝΑΣΙΑΔΗΣ <box>648 1105 800 1119</box>
doctor-address: Ἐγνατία 115, τηλ. 263-595 <box>841 920 987 933</box>
ad-organizer-2: ΘΕΑΤΡΙΚΟΣ ΟΡΓΑΝΙΣΜΟΣ ΚΥΠΡΟΥ <box>211 1816 481 1832</box>
ferry-company: «ΑΠΟΣΤΟΛΙΔΗ» <box>474 1556 588 1572</box>
ferry-ad <box>443 1459 618 1542</box>
seller-pay: Ὁ νέος μας συνεργάτης μπορεῖ νὰ ὑπολογίζει σὲ εἰσόδημα τουλάχιστον 25.000 δρχ. <box>642 1664 996 1694</box>
column-1 <box>52 6 425 1333</box>
tender-title: ΑΝΑΔΕΙΞΗ ΧΟΡΗΓΗΤΩΝ <box>639 425 809 441</box>
seller-requirements <box>656 1568 996 1660</box>
section-headline: ΕΙΔΙΚΑ ΜΕΤΡΑ ΕΧΟΥΝ ΛΗΦΘΕΙ ΣΤΗΝ ΠΕΡΙΟΧΗ ΑΘΗΝΩΝ ΓΙΑ ΤΗΝ ΕΞΥΠΗΡΕΤΗΣΗ ΤΩΝ ΚΑΤΟΙΚΩΝ ΑΠΟ ΤΑ ΤΑΞΙ <box>61 1598 416 1645</box>
tender-signature: ΑΔΑΜ ΤΣΑΚΑΛΙΔΗΣ <box>1040 517 1166 531</box>
chemist-ad-job: βοηθὸς χημείου <box>1055 1068 1151 1117</box>
tender-signature: ΑΝΤ. ΟΙΚΟΝΟΜΟΥ <box>855 358 973 372</box>
doctor-listing <box>824 1056 1003 1096</box>
section-headline: ΕΓΚΡΙΣΙΣ ΠΑΡΟΧΗΣ ΔΙΚΑΙΩΜΑΤΟΣ ΕΓΓΡΑΦΗΣ ΥΠΟΘΗΚΗΣ ΕΠΙ ΑΓΡΟΤΕΜΑΧΙΟΥ ΤΟΥ ΑΓΡΟΚΤΗΜΑΤΟΣ ΣΟΥΡΩΤΗ <box>1235 856 1562 903</box>
seller-requirement: • Νὰ ἔχουν πεῖρα στὶς πωλήσεις εἰδῶν παντοπωλείου <box>656 1646 996 1660</box>
doctor-specialty: Καρδιολόγος <box>689 969 759 982</box>
article-paragraph: Ἀνακοινώνεται ὅτι ἡ νομαρχία Χαλκιδικῆς προκηρύσσει διαγωνισμὸ γιὰ τὴν ἐπισκευὴ καὶ συντήρηση ἐπαρχιακῆς ὁδοῦ. <box>1013 577 1193 647</box>
dei-logo-icon: ΔΕΗ <box>634 1264 682 1312</box>
seller-requirement: • Νὰ ἔχουν δίπλωμα ὁδηγήσεως <box>656 1630 996 1644</box>
seller-contact: Γιὰ πληροφορίες γράψτε BRAVO ΑΕ, Λεωφ. Κηφισοῦ 100, Αἰγάλεω, ἢ τηλεφωνῆστε 10-1, κάθε μέρα, στὸν κ. Κυρλῆ, τηλέφ. 5612-027 (9). <box>642 1699 996 1744</box>
article-paragraph: ΑΘΗΝΑ, 7. — Ὅπως ἀνακοινώθηκε ἀπὸ τὸ ὑπουργεῖο ἐξωτερικῶν, ἀναζητοῦνται κληρονόμοι τοῦ ἀποβιώσαντος στὶς Ἡνωμένες Πολιτεῖες. <box>443 1157 618 1242</box>
ferry-phone: ΤΗΛ. 222.580 - 277.702 <box>464 1521 598 1535</box>
doctor-listing <box>634 1206 814 1246</box>
power-outage-header <box>1211 961 1586 1020</box>
doctor-name: Δρ ΠΑΝΑΓΗΣ ΜΑΡΑΤΟΣ <box>652 1055 796 1069</box>
